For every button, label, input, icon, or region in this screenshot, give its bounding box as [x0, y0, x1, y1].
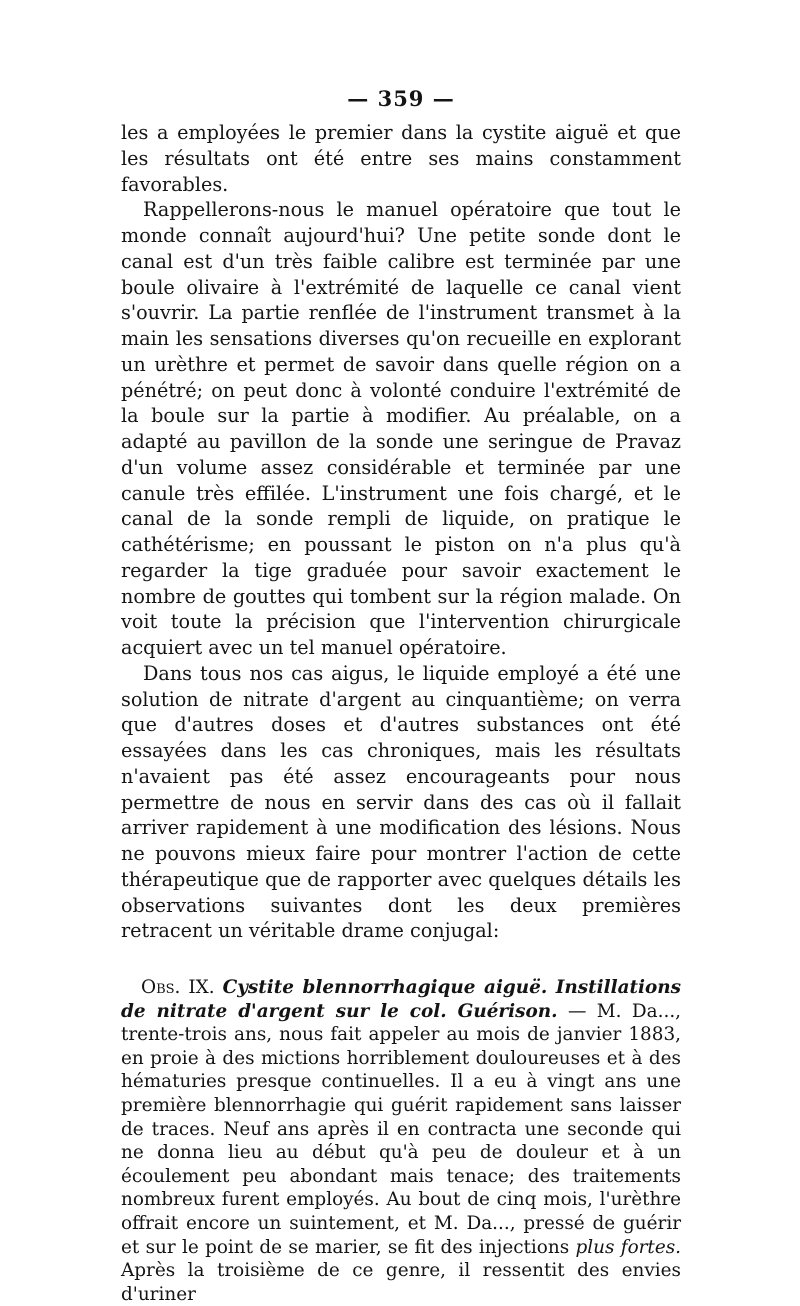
book-page — [121, 84, 681, 1306]
observation-text: — M. Da..., trente-trois ans, nous fait appeler au mois de janvier 1883, en proie à des mictions horriblement douloureuses et à des hématuries presque continuelles. Il a eu à vingt ans une première blennorrhagie qui guérit rapidement sans laisser de traces. Neuf ans après il en contracta une seconde qui ne donna lieu au début qu'à peu de douleur et à un écoulement peu abondant mais tenace; des traitements nombreux furent employés. Au bout de cinq mois, l'urèthre offrait encore un suintement, et M. Da..., pressé de guérir et sur le point de se marier, se fit des injections — [121, 1000, 682, 1258]
paragraph-continuation: les a employées le premier dans la cystite aiguë et que les résultats ont été entre ses mains constamment favorables. — [121, 121, 681, 196]
observation-title: Cystite blennorrhagique aiguë. Instillations de nitrate d'argent sur le col. Guérison. — [121, 977, 681, 1022]
paragraph-cas-aigus: Dans tous nos cas aigus, le liquide employé a été une solution de nitrate d'argent au cinquantième; on verra que d'autres doses et d'autres substances ont été essayées dans les cas chroniques, mais les résultats n'avaient pas été assez encourageants pour nous permettre de nous en servir dans des cas où il fallait arriver rapidement à une modification des lésions. Nous ne pouvons mieux faire pour montrer l'action de cette thérapeutique que de rapporter avec quelques détails les observations suivantes dont les deux premières retracent un véritable drame conjugal: — [121, 661, 681, 943]
observation-text-end: Après la troisième de ce genre, il ressentit des envies d'uriner — [121, 1260, 681, 1305]
observation-label: Obs. IX. — [141, 977, 215, 998]
section-gap — [121, 944, 681, 976]
paragraph-manual-operatoire: Rappellerons-nous le manuel opératoire que tout le monde connaît aujourd'hui? Une petite sonde dont le canal est d'un très faible calibre est terminée par une boule olivaire à l'extrémité de laquelle ce canal vient s'ouvrir. La partie renflée de l'instrument transmet à la main les sensations diverses qu'on recueille en explorant un urèthre et permet de savoir dans quelle région on a pénétré; on peut donc à volonté conduire l'extrémité de la boule sur la partie à modifier. Au préalable, on a adapté au pavillon de la sonde une seringue de Pravaz d'un volume assez considérable et terminée par une canule très effilée. L'instrument une fois chargé, et le canal de la sonde rempli de liquide, on pratique le cathétérisme; en poussant le piston on n'a plus qu'à regarder la tige graduée pour savoir exactement le nombre de gouttes qui tombent sur la région malade. On voit toute la précision que l'intervention chirurgicale acquiert avec un tel manuel opératoire. — [121, 198, 681, 659]
page-number: — 359 — — [347, 86, 455, 111]
observation-ix — [121, 976, 681, 1306]
observation-emphasis: plus fortes. — [575, 1236, 681, 1258]
